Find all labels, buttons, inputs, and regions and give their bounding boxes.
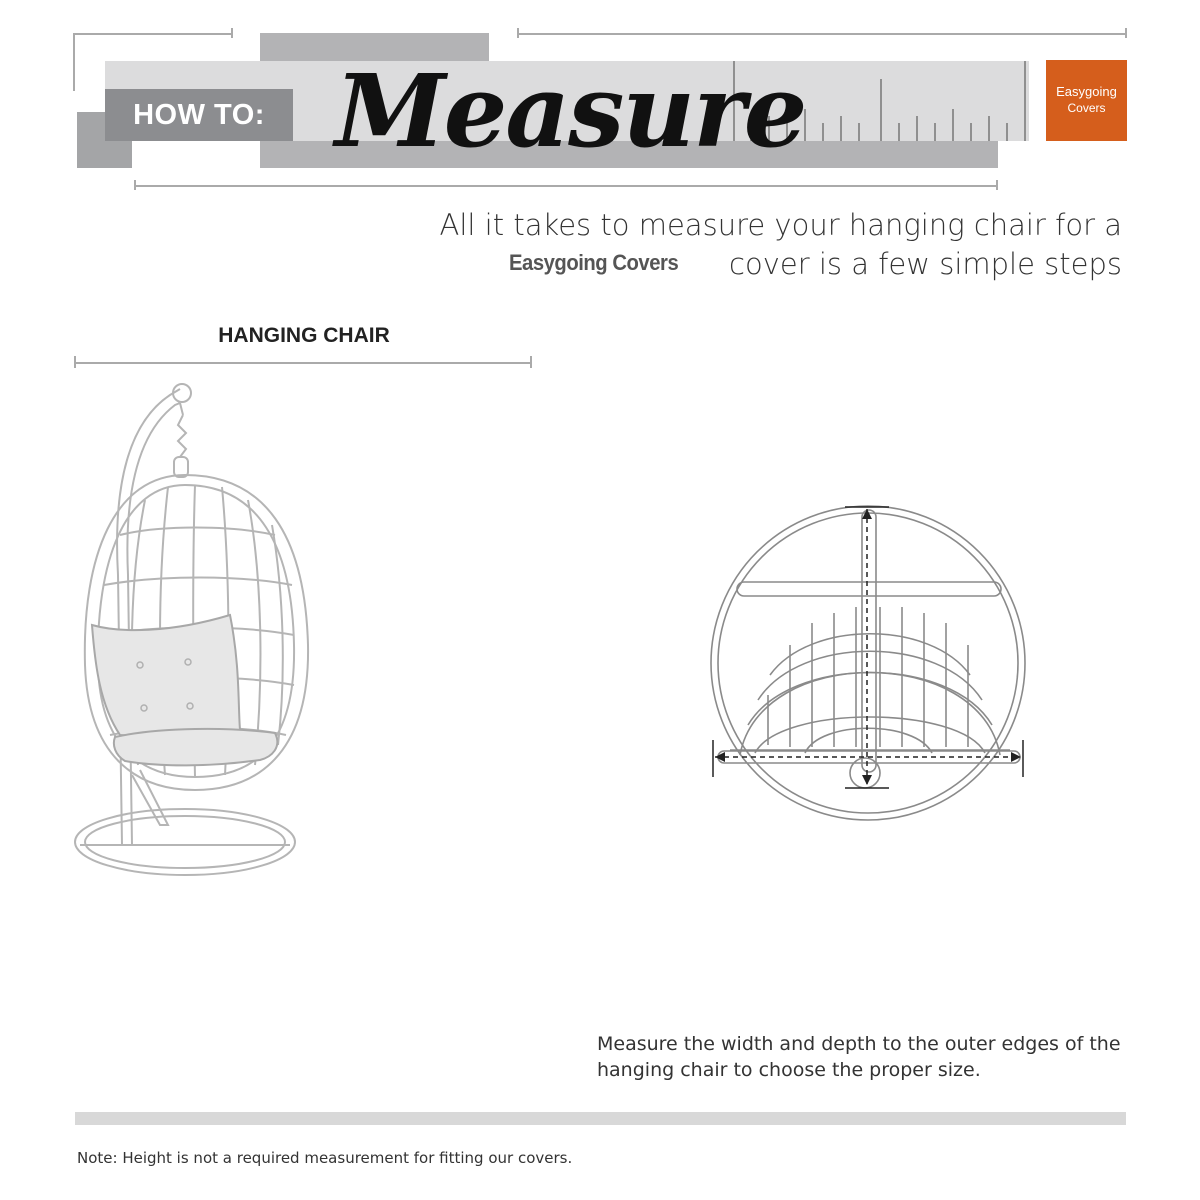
intro-line1: All it takes to measure your hanging chair for a — [439, 208, 1122, 242]
intro-brand-name: Easygoing Covers — [509, 250, 679, 275]
header-line-right-tick — [517, 28, 519, 38]
brand-logo — [1046, 60, 1127, 141]
header-bracket-bottom-tick-r — [996, 180, 998, 190]
header-bracket-left-tick-end — [231, 28, 233, 38]
header-bracket-bottom-tick-l — [134, 180, 136, 190]
header-bracket-bottom — [134, 185, 998, 187]
section-divider-tick-r — [530, 356, 532, 368]
brand-logo-line2: Covers — [1067, 101, 1106, 115]
howto-label: HOW TO: — [133, 99, 265, 131]
top-view-diagram — [700, 495, 1040, 830]
section-divider — [75, 362, 531, 364]
hanging-chair-icon — [60, 375, 320, 905]
page-title: Measure — [335, 52, 806, 170]
header-line-right — [517, 33, 1127, 35]
header-bracket-left-tick — [73, 33, 75, 91]
intro-line2: cover is a few simple steps — [729, 247, 1122, 281]
section-title: HANGING CHAIR — [218, 324, 390, 347]
section-divider-tick-l — [74, 356, 76, 368]
footer-note: Note: Height is not a required measurement for fitting our covers. — [77, 1149, 573, 1167]
footer-divider — [75, 1112, 1126, 1125]
brand-logo-line1: Easygoing — [1056, 84, 1117, 99]
instructions-text: Measure the width and depth to the outer edges of the hanging chair to choose the proper size. — [597, 1033, 1121, 1081]
header-bracket-left — [73, 33, 233, 35]
header-line-right-tick-end — [1125, 28, 1127, 38]
